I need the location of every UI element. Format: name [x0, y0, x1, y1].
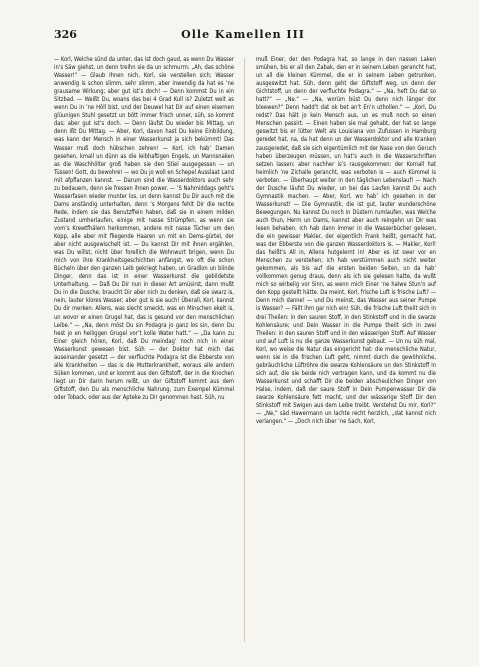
page-number: 326: [54, 28, 77, 41]
text-column-right: [256, 56, 436, 646]
column-text: muß Einer, der den Podagra hat, so lange in den nassen Laken smühen, bis er all den Zabak, den er in seinem Leben gerancht hat, un all die kleinen Kümmel, die er in seinem Leben getrunken, ausgeswitzt hat. Süh, denn geht der Giftstoff weg, un denn der Gichtstoff, un denn der verfluchte Podagra.“ — „Na, heft Du dat so hatt?“ — „Ne.“ — „Na, worüm büst Du denn nich länger dor bleewen?“ Denn hadd’t dat ok bet an’t En’n uthollen.“ — „Korl, Du redst? Das hält jo kein Mensch aus, un es muß noch so einen Menschen passirt. — Einen haben sie mal gehabt, der hat so lange geswitzt bis er lütter Welt als Louisiana von Zufussen in Hamburg geredet hat, na, da hat denn un der Wasserdoktor und alle Kranken zausgeredet, daß sie sich eigentümlich mit der Nase von den Geruch haben überzeugen müssen, un hat’s auch in die Wasserschriften setzen lassen: aber nachher is’s rausgekommen: der Kornall hat heimlich ’ne Zichalle gerancht, was verboten is — auch Kümmel is verboten. — Überhaupt weiter in den täglichen Lebenslauf! — Nach der Dusche läufst Du wieder, un bei das Laufen kannst Du auch Gymnastik machen. — Aber, Korl, wo hab’ ich gesehen in der Wasserkunst! — Die Gymnastik, die ist gut, lauter wunderschöne Bewegungen. Nu kannst Du noch in Düstern rumlaufen, was Welche auch thun, Herrn un Dams, kannst aber auch reingehn un Dir was lesen behaben. Ich hab dann immer in die Wasserbücher gelesen, die ein gewisser Makler, der eigentlich Frank heißt, gemacht hat, was der Ebberste von die ganzen Wasserdoktors is. — Makler, Korl! das heißt’s All in, Allens hutgelernt in! Aber es ist swer vor en Menschen zu verstehen; ich hab verstümmen auch nicht weiter gekommen, als bis auf die ersten beiden Seiten, un da hab’ vollkommen genug draus, denn als ich sie gelesen hatte, da wußt mich so wirbelig vor Sinn, as wenn mich Einer ’ne halwe Stun’n auf den Kopp gestellt hätte. Da meint, Korl, frische Luft is frische Luft? — Denn mich danne! — und Du meinst, das Wasser aus seiner Pumpe is Wasser? — Fällt ihm gar nich ein! Süh, die frische Luft theilt sich in drei Theilen: in den sauren Stoff, in den Stinkstoff und in die swarze Kohlensäure; und Dein Wasser in die Pumpe theilt sich in zwei Theilen: in den sauren Stoff und in den wässerigen Stoff. Auf Wasser und auf Luft is nu die ganze Wasserkunst gebaut. — Un nu süh mal, Korl, wo weise die Natur das eingericht hat: die menschliche Natur, wenn sie in die frischen Luft geht, nimmt durch die gewöhnliche, gebräuchliche Lüftröhre die swarze Kohlensäure un den Stinkstoff in sich auf, die sie beide nich vertragen kann, und da kommt nu die Wasserkunst und schafft Dir die beiden abscheulichen Dinger von Halse, indem, daß der saure Stoff in Dein Pumpenwasser Dir die swarze Kohlensäure fett macht, und der wässerige Stoff Dir den Stinkstoff mit Swigen aus dem Leibe treibt. Verstehst Du mir, Korl?“ — „Ne,“ säd Hawermann un lachte recht herzlich, „dat kannst nich verlangen.“ — „Doch nich über ’ne Sach, Korl,: [256, 57, 436, 426]
column-text: — Korl, Welche sünd da unter, das ist doch gaud, as wenn Du Wasser in’s Säw giehst, un denn treihn sie da un schmurrn: „Ah, das schöne Wasser!“ — Glaub Ihnen nich, Korl, sie verstellen sich; Wasser anwendig is schon slimm, sehr slimm, aber inwendig da hat es ’ne grausame Wirkung; aber gut ist’s doch! — Denn kommst Du in ein Sitzbad. — Weißt Du, woans das bei 4 Grad Kull is? Zuletzt weit as wenn Du in ’ne Höll bist, und der Deuwel hat Dir auf einen eisernen glüunigen Stuhl gesetzt un bött immer frisch unner, süh, so kommt das; aber gut ist’s doch. — Denn läufst Du wieder bis Mittag, un denn ißt Du Mittag. — Aber, Korl, davon hast Du keine Einbildung, was kann der Mensch in einer Wasserkunst ja sich bekümmt! Das Wasser muß doch hübschen zehren! — Korl, ich hab’ Damen gesehen, kmall un dünn as die leibhaftigen Engels, un Mannsnaken as die Waschhölter groß haben sie den Stiel ausgegessen — un Tüssen! Gott, du bewohre! — wo Du jo woll en Schepel Ausslaat Land mit afpflanzen kannst. — Darum sind die Wasserdoktors auch sehr zu bedauern, denn sie fressen ihnen power. — ’S Nahmiddags geht’s Wasserfasen wieder munter los, un denn kannst Du Dir auch mit die Dams anständig unterhalten, denn ’s Morgens fehlt Dir die rechte Rede, indem sie das Benutzffein haben, daß sie in einem milden Zustand umherlaufen, einige mit nasse Strümpfen, as wenn sie vom’s Krewtfhälern herkommen, andere mit nasse Tücher um den Kopp, alle aber mit fliegende Haaren un mit en Dems-gürtel, der aber nicht ausgewischelt ist. — Du kannst Dir mit ihnen ergählen, was Du willst, nicht über forellich die Wohnwurt brigen, wenn Du mich von ihre Krankheitsgeschichten anfängst, wo oft die schon Bücheln über den ganzen Leib gekriegt haben, un Gradlon un blinde Dinger, denn das ist in einer Wasserkunst die gebildetste Unterhaltung. — Daß Du Dir nun in dieser Art amüsirst, dann mußt Du in die Dusche, braucht Dir aber nich zu denken, daß sie swarz is, nein, lauter klores Wasser; aber gut is sie auch! Überall, Korl, kannst Du dir merken: Allens, was slecht smeckt, was en Minschen ekelt is, un wovor er einen Grugel hat, das is gesund vor den menschlichen Leibe.“ — „Na, denn möst Du sin Podagra jo ganz los sin, denn Du hest jo en heiliggen Grugel vor’t kolle Water hatt.“ — „Da kann zu Einer gleich hören, Korl, daß Du meindag’ noch nich in einer Wasserkunst gewesen bist. Süh — der Doktor hat mich das auseinander gesetzt — der verfluchte Podagra ist die Ebberste von alle Krankheiten — das is die Mutterkrankheit, woraus alle andern Süken kommen, und er kommt aus den Giftstoff, der in die Knochen liegt un Dir darin herum reißt, un der Giftstoff kommt aus dem Giftstoff, den Du als menschliche Nahrung, zum Exempel Kümmel oder Toback, oder aus der Apteke zu Dir genommen hast. Süh, nu: [54, 57, 234, 401]
text-column-left: [54, 56, 234, 646]
running-header: [54, 28, 432, 42]
running-title: Olle Kamellen III: [181, 28, 305, 41]
column-divider: [244, 58, 245, 642]
